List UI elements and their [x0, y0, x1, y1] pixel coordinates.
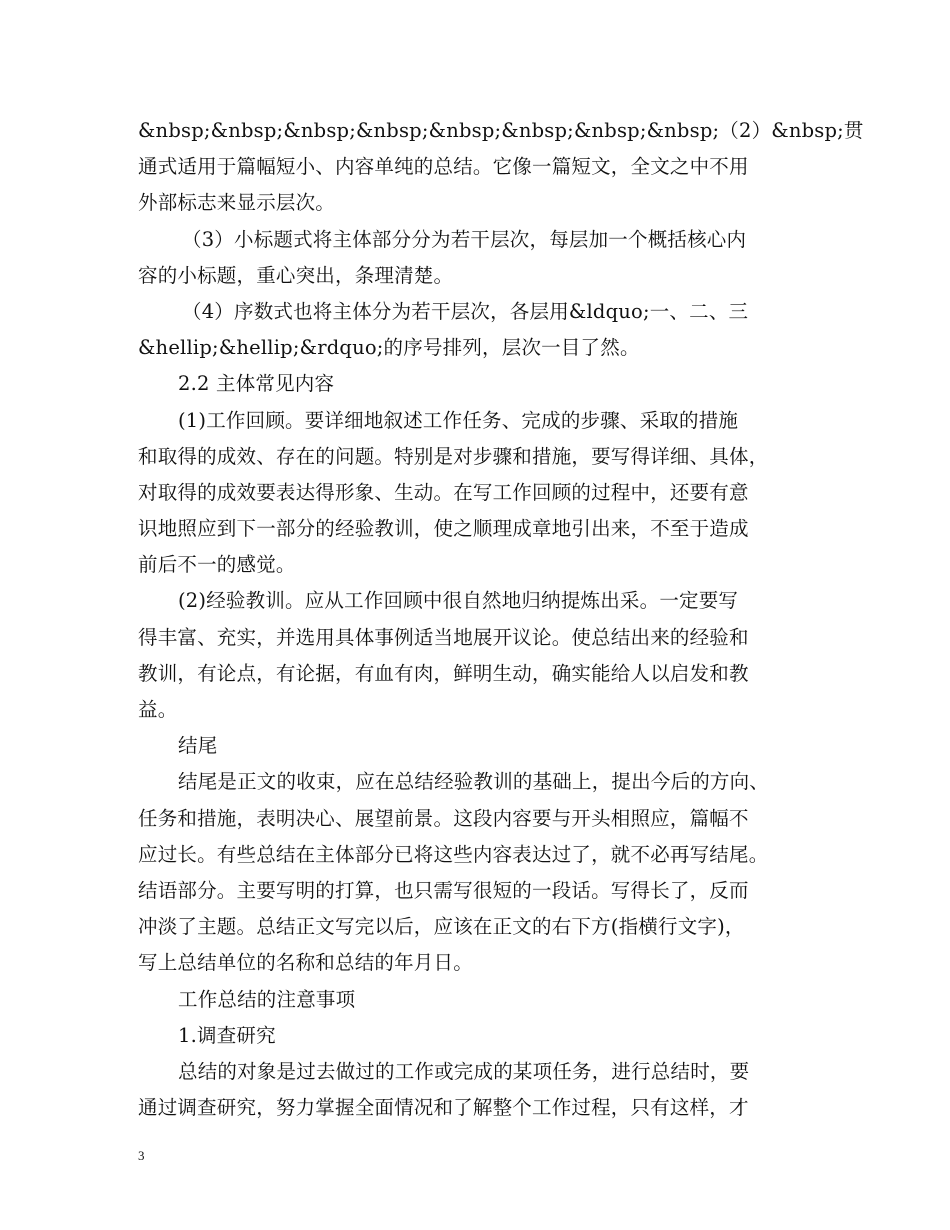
text-line: 应过长。有些总结在主体部分已将这些内容表达过了，就不必再写结尾。: [138, 842, 769, 866]
subsection-heading: 1.调查研究: [178, 1023, 276, 1047]
text-line: 识地照应到下一部分的经验教训，使之顺理成章地引出来，不至于造成: [138, 517, 749, 541]
text-line: &nbsp;&nbsp;&nbsp;&nbsp;&nbsp;&nbsp;&nbsp;&nbsp;（2）&nbsp;贯: [138, 119, 864, 142]
section-heading: 2.2 主体常见内容: [178, 372, 335, 396]
page-number: 3: [138, 1148, 145, 1163]
text-line: 外部标志来显示层次。: [138, 191, 336, 215]
section-heading: 结尾: [178, 734, 218, 758]
text-line: 通式适用于篇幅短小、内容单纯的总结。它像一篇短文，全文之中不用: [138, 155, 749, 179]
text-line: 教训，有论点，有论据，有血有肉，鲜明生动，确实能给人以启发和教: [138, 661, 749, 685]
text-line: 对取得的成效要表达得形象、生动。在写工作回顾的过程中，还要有意: [138, 480, 749, 504]
text-line: 冲淡了主题。总结正文写完以后，应该在正文的右下方(指横行文字)，: [138, 915, 745, 939]
text-line: (2)经验教训。应从工作回顾中很自然地归纳提炼出采。一定要写: [178, 589, 739, 613]
text-line: 写上总结单位的名称和总结的年月日。: [138, 951, 473, 975]
text-line: 前后不一的感觉。: [138, 553, 296, 577]
document-body: [138, 113, 864, 1126]
text-line: &hellip;&hellip;&rdquo;的序号排列，层次一目了然。: [138, 336, 640, 360]
text-line: 结尾是正文的收束，应在总结经验教训的基础上，提出今后的方向、: [178, 770, 770, 794]
text-line: 益。: [138, 698, 178, 721]
text-line: 任务和措施，表明决心、展望前景。这段内容要与开头相照应，篇幅不: [138, 806, 749, 830]
text-line: (1)工作回顾。要详细地叙述工作任务、完成的步骤、采取的措施: [178, 408, 739, 432]
text-line: 得丰富、充实，并选用具体事例适当地展开议论。使总结出来的经验和: [138, 625, 749, 649]
text-line: 总结的对象是过去做过的工作或完成的某项任务，进行总结时，要: [178, 1059, 750, 1083]
text-line: 通过调查研究，努力掌握全面情况和了解整个工作过程，只有这样，才: [138, 1096, 749, 1120]
text-line: 和取得的成效、存在的问题。特别是对步骤和措施，要写得详细、具体，: [138, 444, 769, 468]
text-line: 容的小标题，重心突出，条理清楚。: [138, 263, 454, 287]
text-line: （4）序数式也将主体分为若干层次，各层用&ldquo;一、二、三: [182, 299, 749, 323]
text-line: 结语部分。主要写明的打算，也只需写很短的一段话。写得长了，反而: [138, 878, 749, 902]
text-line: （3）小标题式将主体部分分为若干层次，每层加一个概括核心内: [182, 227, 747, 251]
section-heading: 工作总结的注意事项: [178, 987, 356, 1011]
